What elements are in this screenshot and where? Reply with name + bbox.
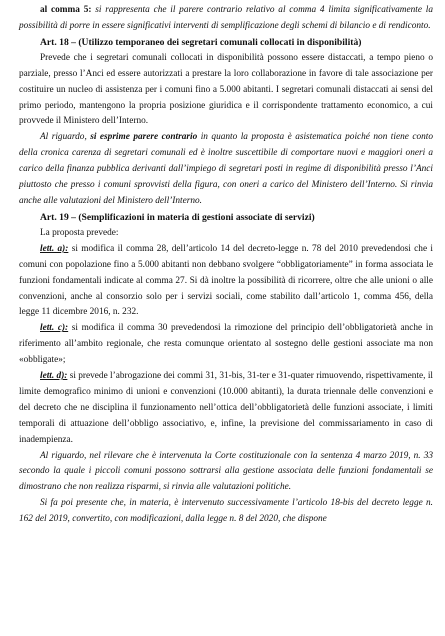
item-d-text: si prevede l’abrogazione dei commi 31, 31-bis, 31-ter e 31-quater rimuovendo, rispettivamente, il limite demografico minimo di unioni e convenzioni (10.000 abitanti), la durata triennale delle convenzioni e del decreto che ne disciplina il funzionamento nell’ottica dell’obbligatorietà delle funzioni associate, i limiti temporali di attuazione dell’obbligo associativo, e, infine, la previsione del commissariamento in caso di inadempienza. [19, 371, 433, 445]
art-19-heading: Art. 19 – (Semplificazioni in materia di gestioni associate di servizi) [40, 211, 315, 223]
item-d-label: lett. d): [40, 371, 68, 382]
art-19-item-a [19, 242, 433, 322]
item-a-text: si modifica il comma 28, dell’articolo 14 del decreto-legge n. 78 del 2010 prevedendosi che i comuni con popolazione fino a 5.000 abitanti non debbano svolgere “obbligatoriamente” in forma associata le funzioni fondamentali indicate al comma 27. Si dà inoltre la possibilità di ricorrere, oltre che alle unioni o alle convenzioni, anche al consorzio solo per i servizi sociali, come stabilito dall’articolo 1, comma 456, della legge 11 dicembre 2016, n. 232. [19, 243, 433, 318]
art-18-opinion-prefix: Al riguardo, [40, 132, 91, 143]
item-c-text: si modifica il comma 30 prevedendosi la rimozione del principio dell’obbligatorietà anche in riferimento all’ambito regionale, che resta comunque orientato al sostegno delle gestioni associate ma non «obbligate»; [19, 323, 433, 366]
art-18-body: Prevede che i segretari comunali collocati in disponibilità possono essere distaccati, a tempo pieno o parziale, presso l’Anci ed essere autorizzati a prestare la loro collaborazione in favore di tale associazione per costituire un nucleo di assistenza per i comuni fino a 5.000 abitanti. I segretari comunali distaccati ai sensi del primo periodo, mantengono la propria posizione giuridica e il corrispondente trattamento economico, a cui provvede il Ministero dell’Interno. [19, 52, 433, 127]
paragraph-comma-5 [19, 3, 433, 35]
art-19-note-2: Si fa poi presente che, in materia, è intervenuto successivamente l’articolo 18-bis del decreto legge n. 162 del 2019, convertito, con modificazioni, dalla legge n. 8 del 2020, che dispone [19, 498, 433, 525]
art-18-opinion [19, 130, 433, 210]
item-a-label: lett. a): [40, 243, 69, 254]
art-18-heading: Art. 18 – (Utilizzo temporaneo dei segretari comunali collocati in disponibilità) [40, 36, 362, 48]
art-18-opinion-text: in quanto la proposta è asistematica poiché non tiene conto della cronica carenza di segretari comunali ed è inoltre suscettibile di comportare nuovi e maggiori oneri a carico della finanza pubblica derivanti dall’impiego di segretari posti in regime di disponibilità presso l’Anci piuttosto che presso i comuni sprovvisti della figura, con oneri a carico del Ministero dell’Interno. Si rinvia anche alle valutazioni del Ministero dell’Interno. [19, 132, 433, 206]
art-19-note-1: Al riguardo, nel rilevare che è intervenuta la Corte costituzionale con la sentenza 4 marzo 2019, n. 33 secondo la quale i piccoli comuni possono sottrarsi alla gestione associata delle funzioni fondamentali se dimostrano che non realizza risparmi, si rinvia alle valutazioni politiche. [19, 450, 433, 493]
art-19-item-d [19, 369, 433, 449]
art-18-opinion-verdict: si esprime parere contrario [90, 132, 198, 143]
art-19-item-c [19, 321, 433, 369]
item-c-label: lett. c): [40, 323, 69, 334]
art-19-intro: La proposta prevede: [40, 227, 119, 238]
comma-5-text: si rappresenta che il parere contrario relativo al comma 4 limita significativamente la possibilità di porre in essere significativi interventi di semplificazione degli schemi di bilancio e di rendiconto. [19, 5, 433, 31]
comma-5-label: al comma 5: [40, 5, 92, 15]
